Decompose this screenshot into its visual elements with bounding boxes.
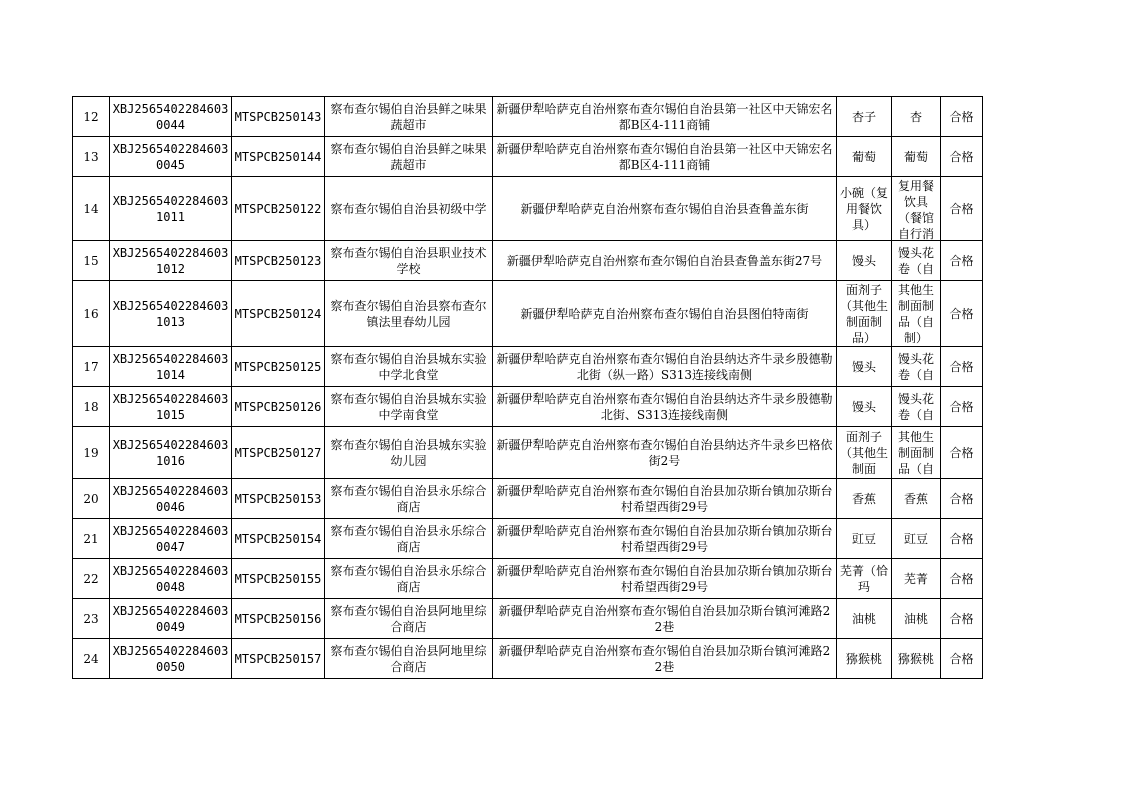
sample-number: MTSPCB250143 [234, 109, 322, 124]
food-name: 杏子 [851, 109, 876, 124]
unit-address-cell [493, 387, 837, 427]
sample-number-cell [232, 519, 325, 559]
sample-number-cell [232, 347, 325, 387]
row-number: 24 [83, 651, 99, 666]
sample-number-cell [232, 281, 325, 347]
unit-name-cell [325, 519, 493, 559]
food-name-cell [837, 347, 892, 387]
sample-number: MTSPCB250154 [234, 531, 322, 546]
food-name: 小碗（复用餐饮具） [839, 185, 888, 232]
food-name-cell [837, 177, 892, 241]
food-name: 芜菁（恰玛 [839, 563, 888, 594]
food-name-cell [837, 599, 892, 639]
food-category-cell [892, 241, 941, 281]
row-number-cell [73, 347, 110, 387]
food-category: 复用餐饮具（餐馆自行消 [897, 178, 934, 240]
sampling-code: XBJ25654022846030048 [112, 563, 229, 594]
unit-address: 新疆伊犁哈萨克自治州察布查尔锡伯自治县加尕斯台镇加尕斯台村希望西街29号 [496, 523, 833, 554]
row-number-cell [73, 519, 110, 559]
food-name-cell [837, 281, 892, 347]
food-name-cell [837, 241, 892, 281]
sampling-results-table [72, 96, 983, 679]
unit-name: 察布查尔锡伯自治县永乐综合商店 [330, 563, 487, 594]
unit-address: 新疆伊犁哈萨克自治州察布查尔锡伯自治县加尕斯台镇加尕斯台村希望西街29号 [496, 563, 833, 594]
unit-address-cell [493, 599, 837, 639]
food-name-cell [837, 97, 892, 137]
sample-number-cell [232, 479, 325, 519]
unit-name: 察布查尔锡伯自治县永乐综合商店 [330, 483, 487, 514]
test-result: 合格 [949, 571, 974, 586]
food-name-cell [837, 639, 892, 679]
food-name-cell [837, 387, 892, 427]
test-result: 合格 [949, 359, 974, 374]
unit-address: 新疆伊犁哈萨克自治州察布查尔锡伯自治县纳达齐牛录乡殷德勒北街（纵一路）S313连接线南侧 [496, 351, 833, 382]
row-number-cell [73, 97, 110, 137]
row-number: 20 [83, 491, 99, 506]
sampling-code-cell [110, 599, 232, 639]
row-number-cell [73, 479, 110, 519]
row-number-cell [73, 281, 110, 347]
table-row [73, 479, 983, 519]
test-result: 合格 [949, 253, 974, 268]
table-row [73, 387, 983, 427]
unit-name: 察布查尔锡伯自治县初级中学 [330, 201, 487, 216]
table-row [73, 559, 983, 599]
table-row [73, 639, 983, 679]
row-number: 12 [83, 109, 99, 124]
unit-name: 察布查尔锡伯自治县城东实验中学南食堂 [330, 391, 487, 422]
food-category-cell [892, 137, 941, 177]
test-result: 合格 [949, 531, 974, 546]
food-category-cell [892, 347, 941, 387]
table-row [73, 281, 983, 347]
sampling-code-cell [110, 241, 232, 281]
sample-number: MTSPCB250122 [234, 201, 322, 216]
food-category-cell [892, 559, 941, 599]
food-name: 馒头 [851, 399, 876, 414]
unit-address-cell [493, 281, 837, 347]
sampling-code: XBJ25654022846030046 [112, 483, 229, 514]
row-number: 14 [83, 201, 99, 216]
unit-address: 新疆伊犁哈萨克自治州察布查尔锡伯自治县加尕斯台镇河滩路22巷 [498, 603, 831, 634]
food-category: 馒头花卷（自 [897, 245, 934, 276]
unit-name-cell [325, 599, 493, 639]
unit-name: 察布查尔锡伯自治县职业技术学校 [330, 245, 487, 276]
unit-address: 新疆伊犁哈萨克自治州察布查尔锡伯自治县纳达齐牛录乡巴格依街2号 [496, 437, 833, 468]
sample-number-cell [232, 639, 325, 679]
row-number: 18 [83, 399, 99, 414]
row-number-cell [73, 559, 110, 599]
row-number-cell [73, 137, 110, 177]
row-number-cell [73, 599, 110, 639]
unit-address-cell [493, 519, 837, 559]
food-category-cell [892, 519, 941, 559]
unit-name-cell [325, 281, 493, 347]
unit-address-cell [493, 479, 837, 519]
food-name: 馒头 [851, 359, 876, 374]
table-row [73, 427, 983, 479]
food-category: 香蕉 [903, 491, 928, 506]
sampling-code: XBJ25654022846030044 [112, 101, 229, 132]
unit-name-cell [325, 479, 493, 519]
unit-address-cell [493, 559, 837, 599]
food-category: 葡萄 [903, 149, 928, 164]
food-category-cell [892, 599, 941, 639]
food-name-cell [837, 427, 892, 479]
test-result-cell [941, 97, 983, 137]
test-result-cell [941, 427, 983, 479]
sample-number: MTSPCB250155 [234, 571, 322, 586]
sampling-code: XBJ25654022846031013 [112, 298, 229, 329]
unit-name: 察布查尔锡伯自治县城东实验中学北食堂 [330, 351, 487, 382]
unit-address: 新疆伊犁哈萨克自治州察布查尔锡伯自治县图伯特南街 [520, 306, 809, 321]
unit-name: 察布查尔锡伯自治县城东实验幼儿园 [330, 437, 487, 468]
sample-number-cell [232, 177, 325, 241]
unit-name: 察布查尔锡伯自治县永乐综合商店 [330, 523, 487, 554]
test-result-cell [941, 347, 983, 387]
sampling-code-cell [110, 519, 232, 559]
food-category-cell [892, 281, 941, 347]
table-row [73, 347, 983, 387]
unit-name-cell [325, 639, 493, 679]
test-result-cell [941, 387, 983, 427]
food-category-cell [892, 97, 941, 137]
row-number: 13 [83, 149, 99, 164]
test-result-cell [941, 599, 983, 639]
food-name-cell [837, 479, 892, 519]
sample-number-cell [232, 387, 325, 427]
unit-address: 新疆伊犁哈萨克自治州察布查尔锡伯自治县加尕斯台镇加尕斯台村希望西街29号 [496, 483, 833, 514]
food-category-cell [892, 479, 941, 519]
food-category-cell [892, 639, 941, 679]
sampling-code-cell [110, 177, 232, 241]
food-category: 豇豆 [903, 531, 928, 546]
food-category-cell [892, 427, 941, 479]
sampling-code-cell [110, 559, 232, 599]
sampling-code: XBJ25654022846031012 [112, 245, 229, 276]
food-category: 杏 [909, 109, 922, 124]
test-result: 合格 [949, 445, 974, 460]
sampling-code-cell [110, 427, 232, 479]
food-category: 油桃 [903, 611, 928, 626]
food-name: 油桃 [851, 611, 876, 626]
sampling-code-cell [110, 479, 232, 519]
sample-number-cell [232, 427, 325, 479]
food-category: 其他生制面制品（自制） [897, 282, 934, 345]
sample-number: MTSPCB250127 [234, 445, 322, 460]
sample-number-cell [232, 241, 325, 281]
sampling-code-cell [110, 387, 232, 427]
unit-address: 新疆伊犁哈萨克自治州察布查尔锡伯自治县纳达齐牛录乡殷德勒北街、S313连接线南侧 [496, 391, 833, 422]
food-name-cell [837, 137, 892, 177]
unit-address: 新疆伊犁哈萨克自治州察布查尔锡伯自治县加尕斯台镇河滩路22巷 [498, 643, 831, 674]
unit-address-cell [493, 241, 837, 281]
unit-name-cell [325, 347, 493, 387]
sample-number-cell [232, 137, 325, 177]
unit-address: 新疆伊犁哈萨克自治州察布查尔锡伯自治县查鲁盖东街 [520, 201, 809, 216]
row-number: 23 [83, 611, 99, 626]
test-result: 合格 [949, 149, 974, 164]
sample-number: MTSPCB250157 [234, 651, 322, 666]
sampling-code-cell [110, 347, 232, 387]
unit-name: 察布查尔锡伯自治县阿地里综合商店 [330, 643, 487, 674]
unit-name-cell [325, 387, 493, 427]
table-body [73, 97, 983, 679]
table-row [73, 599, 983, 639]
test-result-cell [941, 241, 983, 281]
food-name-cell [837, 519, 892, 559]
sample-number: MTSPCB250124 [234, 306, 322, 321]
table-row [73, 97, 983, 137]
test-result: 合格 [949, 201, 974, 216]
sampling-code-cell [110, 97, 232, 137]
row-number-cell [73, 241, 110, 281]
food-category: 其他生制面制品（自 [897, 429, 934, 476]
sample-number: MTSPCB250156 [234, 611, 322, 626]
sample-number-cell [232, 97, 325, 137]
sampling-code-cell [110, 137, 232, 177]
table-row [73, 241, 983, 281]
unit-address: 新疆伊犁哈萨克自治州察布查尔锡伯自治县第一社区中天锦宏名都B区4-111商铺 [496, 101, 833, 132]
unit-address-cell [493, 137, 837, 177]
row-number: 16 [83, 306, 99, 321]
test-result: 合格 [949, 306, 974, 321]
unit-name-cell [325, 177, 493, 241]
sampling-code: XBJ25654022846030049 [112, 603, 229, 634]
unit-name: 察布查尔锡伯自治县察布查尔镇法里春幼儿园 [330, 298, 487, 329]
sampling-code: XBJ25654022846031014 [112, 351, 229, 382]
sampling-code: XBJ25654022846031016 [112, 437, 229, 468]
food-category: 芜菁 [903, 571, 928, 586]
unit-name: 察布查尔锡伯自治县阿地里综合商店 [330, 603, 487, 634]
food-category: 馒头花卷（自 [897, 391, 934, 422]
unit-name-cell [325, 241, 493, 281]
row-number-cell [73, 427, 110, 479]
unit-address-cell [493, 639, 837, 679]
food-name: 馒头 [851, 253, 876, 268]
unit-address-cell [493, 97, 837, 137]
food-name: 面剂子（其他生制面制品） [839, 282, 888, 345]
sampling-code-cell [110, 281, 232, 347]
unit-name: 察布查尔锡伯自治县鲜之味果蔬超市 [330, 101, 487, 132]
sample-number-cell [232, 559, 325, 599]
test-result: 合格 [949, 651, 974, 666]
row-number: 17 [83, 359, 99, 374]
food-category: 猕猴桃 [897, 651, 934, 666]
sampling-code: XBJ25654022846031015 [112, 391, 229, 422]
sampling-code: XBJ25654022846030050 [112, 643, 229, 674]
sample-number: MTSPCB250126 [234, 399, 322, 414]
sampling-code-cell [110, 639, 232, 679]
row-number: 15 [83, 253, 99, 268]
sampling-code: XBJ25654022846031011 [112, 193, 229, 224]
sample-number: MTSPCB250153 [234, 491, 322, 506]
sample-number: MTSPCB250125 [234, 359, 322, 374]
test-result-cell [941, 479, 983, 519]
unit-name-cell [325, 427, 493, 479]
unit-name-cell [325, 137, 493, 177]
food-name: 葡萄 [851, 149, 876, 164]
food-category-cell [892, 177, 941, 241]
unit-name: 察布查尔锡伯自治县鲜之味果蔬超市 [330, 141, 487, 172]
unit-name-cell [325, 559, 493, 599]
row-number: 19 [83, 445, 99, 460]
unit-address-cell [493, 427, 837, 479]
row-number: 21 [83, 531, 99, 546]
test-result: 合格 [949, 491, 974, 506]
test-result-cell [941, 519, 983, 559]
test-result-cell [941, 281, 983, 347]
unit-address: 新疆伊犁哈萨克自治州察布查尔锡伯自治县查鲁盖东街27号 [506, 253, 823, 268]
test-result: 合格 [949, 399, 974, 414]
test-result-cell [941, 137, 983, 177]
test-result-cell [941, 639, 983, 679]
food-name: 香蕉 [851, 491, 876, 506]
table-row [73, 137, 983, 177]
sample-number: MTSPCB250123 [234, 253, 322, 268]
food-name-cell [837, 559, 892, 599]
row-number-cell [73, 639, 110, 679]
food-name: 猕猴桃 [845, 651, 882, 666]
test-result-cell [941, 559, 983, 599]
row-number-cell [73, 387, 110, 427]
food-category-cell [892, 387, 941, 427]
sampling-code: XBJ25654022846030045 [112, 141, 229, 172]
food-name: 豇豆 [851, 531, 876, 546]
unit-name-cell [325, 97, 493, 137]
row-number-cell [73, 177, 110, 241]
table-row [73, 177, 983, 241]
sampling-code: XBJ25654022846030047 [112, 523, 229, 554]
test-result: 合格 [949, 611, 974, 626]
food-name: 面剂子（其他生制面 [839, 429, 888, 476]
table-row [73, 519, 983, 559]
sample-number-cell [232, 599, 325, 639]
unit-address-cell [493, 177, 837, 241]
unit-address-cell [493, 347, 837, 387]
row-number: 22 [83, 571, 99, 586]
sample-number: MTSPCB250144 [234, 149, 322, 164]
unit-address: 新疆伊犁哈萨克自治州察布查尔锡伯自治县第一社区中天锦宏名都B区4-111商铺 [496, 141, 833, 172]
test-result: 合格 [949, 109, 974, 124]
food-category: 馒头花卷（自 [897, 351, 934, 382]
test-result-cell [941, 177, 983, 241]
